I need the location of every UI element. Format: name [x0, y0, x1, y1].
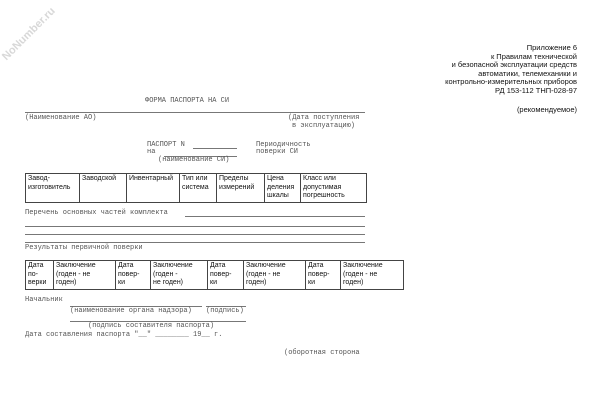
results-label: Результаты первичной поверки [25, 244, 143, 252]
parts-line [25, 226, 365, 227]
header-cell: Заключение (годен - не годен) [151, 261, 208, 290]
date-caption: в эксплуатацию) [292, 122, 356, 130]
header-cell: Тип или система [180, 174, 217, 203]
parts-line [25, 242, 365, 243]
header-cell: Заводской [80, 174, 127, 203]
date-caption: (Дата поступления [288, 114, 360, 122]
table-row [26, 174, 367, 203]
header-line: РД 153-112 ТНП-028-97 [495, 85, 577, 95]
table-row [26, 261, 404, 290]
header-line: и безопасной эксплуатации средств [451, 60, 577, 69]
header-cell: Цена деления шкалы [265, 174, 301, 203]
header-cell: Пределы измерений [217, 174, 265, 203]
header-cell: Дата повер- ки [116, 261, 151, 290]
verification-table [25, 260, 404, 290]
chief-label: Начальник [25, 296, 63, 304]
header-cell: Дата повер- ки [306, 261, 341, 290]
org-line [25, 112, 365, 113]
header-note: (рекомендуемое) [516, 105, 577, 114]
org-name-caption: (наименование органа надзора) [70, 307, 192, 315]
device-table [25, 173, 367, 203]
header-cell: Заключение (годен - не годен) [341, 261, 404, 290]
parts-line [185, 216, 365, 217]
header-cell: Дата повер- ки [208, 261, 244, 290]
org-caption: (Наименование АО) [25, 114, 97, 122]
watermark: NoNumber.ru [0, 5, 58, 63]
passport-on: на [147, 148, 156, 156]
passport-number-line [193, 148, 237, 149]
period-label: Периодичность [256, 141, 311, 149]
header-cell: Дата по- верки [26, 261, 54, 290]
author-caption: (подпись составителя паспорта) [88, 322, 215, 330]
header-line: к Правилам технической [490, 51, 577, 61]
signature-caption: (подпись) [206, 307, 244, 315]
date-compiled: Дата составления паспорта "__" ________ 19__ г. [25, 331, 223, 339]
parts-line [25, 234, 365, 235]
header-line: контрольно-измерительных приборов [445, 77, 577, 86]
header-cell: Заключение (годен - не годен) [244, 261, 306, 290]
header-cell: Инвентарный [127, 174, 180, 203]
header-cell: Завод- изготовитель [26, 174, 80, 203]
header-cell: Заключение (годен - не годен) [54, 261, 116, 290]
header-cell: Класс или допустимая погрешность [301, 174, 367, 203]
passport-label: ПАСПОРТ N [147, 141, 185, 149]
form-title: ФОРМА ПАСПОРТА НА СИ [145, 97, 230, 105]
header-line: автоматики, телемеханики и [478, 68, 577, 78]
si-name-caption: (наименование СИ) [158, 156, 230, 164]
reverse-side-note: (оборотная сторона [284, 349, 360, 357]
parts-label: Перечень основных частей комплекта [25, 209, 168, 217]
period-label: поверки СИ [256, 148, 299, 156]
header-line: Приложение 6 [526, 43, 577, 52]
